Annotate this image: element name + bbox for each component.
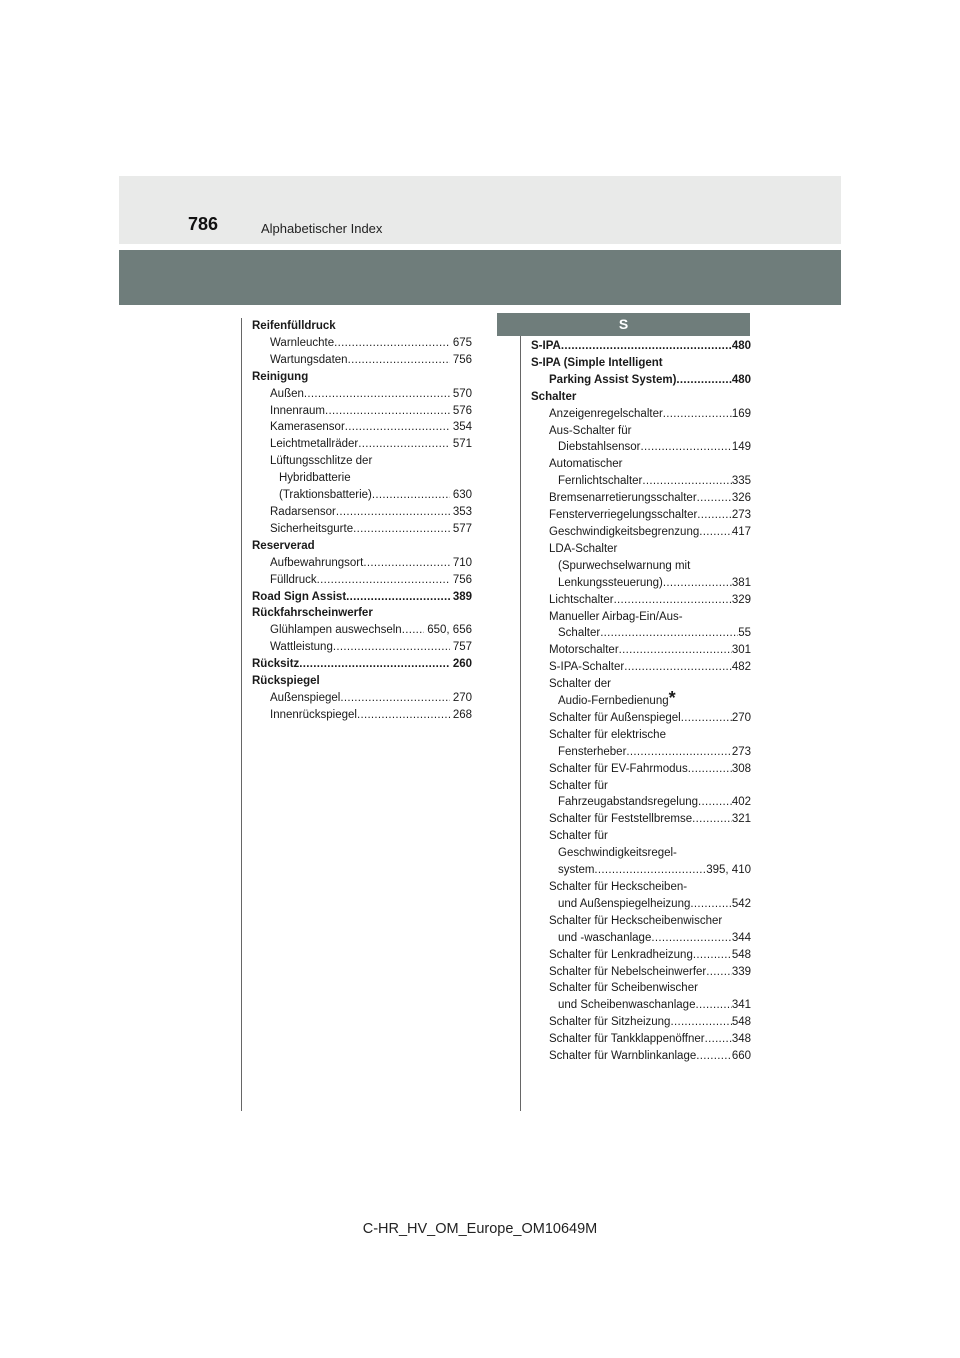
entry-text: Schalter für Feststellbremse <box>549 813 693 826</box>
entry-text: Radarsensor <box>270 505 336 518</box>
dot-leader <box>348 352 450 369</box>
entry-text: system <box>558 864 595 877</box>
entry-text: Aus-Schalter für <box>549 424 632 437</box>
entry-text: Schalter der <box>549 678 612 691</box>
entry-text: Reifenfülldruck <box>252 320 336 332</box>
title-bar <box>119 250 841 305</box>
document-code: C-HR_HV_OM_Europe_OM10649M <box>362 1221 598 1237</box>
index-entry <box>531 642 751 659</box>
dot-leader <box>619 642 732 659</box>
entry-page-number: 260 <box>452 658 472 671</box>
dot-leader <box>696 1048 732 1065</box>
entry-text: Reinigung <box>252 370 309 383</box>
index-entry <box>531 964 751 981</box>
entry-text: Fensterverriegelungsschalter <box>549 509 698 522</box>
index-entry <box>531 490 751 507</box>
index-entry <box>531 930 751 947</box>
dot-leader <box>624 659 732 676</box>
entry-page-number: 381 <box>731 576 751 589</box>
dot-leader <box>693 947 732 964</box>
index-entry <box>531 575 751 592</box>
entry-page-number: 341 <box>731 999 751 1012</box>
entry-text: und Scheibenwaschanlage <box>558 999 696 1012</box>
entry-text: Fensterheber <box>558 745 627 758</box>
index-entry <box>252 419 472 436</box>
index-entry <box>252 369 472 386</box>
entry-page-number: 480 <box>731 373 751 386</box>
entry-text: Lichtschalter <box>549 593 614 606</box>
entry-text: Hybridbatterie <box>279 472 351 485</box>
index-entry <box>252 403 472 420</box>
index-entry <box>531 778 751 795</box>
entry-text: Innenrückspiegel <box>270 708 357 721</box>
entry-text: Schalter für Scheibenwischer <box>549 982 698 995</box>
index-entry <box>252 436 472 453</box>
index-entry: Audio-Fernbedienung * <box>558 688 676 709</box>
entry-text: Road Sign Assist <box>252 590 347 603</box>
index-entry <box>531 1014 751 1031</box>
entry-text: Schalter für Sitzheizung <box>549 1016 671 1029</box>
entry-text: Glühlampen auswechseln <box>270 624 402 637</box>
dot-leader <box>363 555 449 572</box>
dot-leader <box>304 386 450 403</box>
entry-text: S-IPA (Simple Intelligent <box>531 356 663 369</box>
index-entry <box>252 605 472 622</box>
entry-text: Automatischer <box>549 458 623 471</box>
entry-page-number: 389 <box>452 590 472 603</box>
dot-leader <box>705 1031 732 1048</box>
index-entry <box>531 980 751 997</box>
entry-text: Lenkungssteuerung) <box>558 576 663 589</box>
dot-leader <box>706 964 732 981</box>
index-entry <box>252 504 472 521</box>
left-index-column <box>252 318 472 724</box>
dot-leader <box>334 335 450 352</box>
index-entry <box>531 423 751 440</box>
entry-page-number: 542 <box>731 897 751 910</box>
entry-text: Schalter für <box>549 830 608 843</box>
index-entry <box>531 389 751 406</box>
entry-text: Leichtmetallräder <box>270 438 359 451</box>
index-entry <box>531 828 751 845</box>
entry-page-number: 329 <box>731 593 751 606</box>
dot-leader <box>663 406 732 423</box>
entry-text: Rücksitz <box>252 658 300 671</box>
index-entry <box>531 507 751 524</box>
entry-text: Schalter <box>531 390 577 403</box>
dot-leader <box>699 524 732 541</box>
index-entry <box>531 1048 751 1065</box>
entry-text: Reserverad <box>252 539 315 552</box>
dot-leader <box>697 507 732 524</box>
dot-leader <box>697 490 732 507</box>
entry-text: Schalter für Warnblinkanlage <box>549 1050 697 1063</box>
entry-text: Außen <box>270 387 304 400</box>
entry-page-number: 630 <box>452 489 472 502</box>
entry-text: Fahrzeugabstandsregelung <box>558 796 699 809</box>
entry-text: Wattleistung <box>270 641 333 654</box>
index-entry <box>252 707 472 724</box>
entry-page-number: 326 <box>731 492 751 505</box>
entry-page-number: 756 <box>452 353 472 366</box>
letter-s-header: S <box>497 313 750 336</box>
entry-text: Schalter <box>558 627 601 640</box>
dot-leader <box>670 1014 731 1031</box>
entry-text: S-IPA-Schalter <box>549 661 625 674</box>
index-entry <box>531 355 751 372</box>
dot-leader <box>353 521 450 538</box>
dot-leader <box>333 639 450 656</box>
header-band <box>119 176 841 244</box>
entry-page-number: 402 <box>731 796 751 809</box>
entry-text: Aufbewahrungsort <box>270 556 364 569</box>
index-entry <box>252 622 472 639</box>
entry-text: Rückfahrscheinwerfer <box>252 607 373 620</box>
entry-page-number: 417 <box>731 525 751 538</box>
index-entry <box>252 555 472 572</box>
entry-page-number: 348 <box>731 1033 751 1046</box>
dot-leader <box>402 622 425 639</box>
entry-text: und Außenspiegelheizung <box>558 897 691 910</box>
dot-leader <box>358 436 450 453</box>
entry-text: Lüftungsschlitze der <box>270 455 373 468</box>
entry-text: LDA-Schalter <box>549 542 618 555</box>
page-number: 786 <box>188 214 219 234</box>
entry-text: Fülldruck <box>270 573 317 586</box>
index-entry <box>531 473 751 490</box>
entry-text: Schalter für elektrische <box>549 728 666 741</box>
index-entry <box>531 439 751 456</box>
entry-page-number: 55 <box>738 627 751 640</box>
entry-page-number: 756 <box>452 573 472 586</box>
index-entry <box>531 727 751 744</box>
dot-leader <box>600 625 738 642</box>
entry-page-number: 660 <box>731 1050 751 1063</box>
left-column-divider <box>241 318 242 1111</box>
index-entry <box>531 997 751 1014</box>
entry-text: und -waschanlage <box>558 931 652 944</box>
section-title: Alphabetischer Index <box>261 221 383 236</box>
entry-page-number: 576 <box>452 404 472 417</box>
entry-page-number: 710 <box>452 556 472 569</box>
entry-page-number: 169 <box>731 407 751 420</box>
index-entry <box>531 592 751 609</box>
dot-leader <box>336 504 450 521</box>
entry-text: Parking Assist System) <box>549 373 677 386</box>
index-entry <box>531 896 751 913</box>
index-entry <box>531 1031 751 1048</box>
entry-page-number: 308 <box>731 762 751 775</box>
entry-text: Wartungsdaten <box>270 353 348 366</box>
dot-leader <box>299 656 450 673</box>
entry-page-number: 757 <box>452 641 472 654</box>
entry-page-number: 354 <box>452 421 472 434</box>
index-entry <box>252 572 472 589</box>
index-entry <box>531 338 751 355</box>
index-entry <box>531 947 751 964</box>
index-entry <box>252 690 472 707</box>
entry-page-number: 548 <box>731 1016 751 1029</box>
entry-text: Außenspiegel <box>270 691 341 704</box>
entry-text: Warnleuchte <box>270 336 335 349</box>
entry-page-number: 571 <box>452 438 472 451</box>
index-entry <box>531 524 751 541</box>
index-entry <box>252 386 472 403</box>
index-entry <box>531 659 751 676</box>
entry-text: Schalter für Außenspiegel <box>549 711 681 724</box>
index-entry <box>531 744 751 761</box>
index-entry <box>531 676 751 693</box>
entry-page-number: 675 <box>452 336 472 349</box>
entry-page-number: 650, 656 <box>427 624 472 637</box>
entry-text: Schalter für <box>549 779 608 792</box>
index-entry <box>531 761 751 778</box>
dot-leader <box>357 707 450 724</box>
entry-page-number: 270 <box>452 691 472 704</box>
entry-page-number: 321 <box>731 813 751 826</box>
entry-text: Schalter für Heckscheiben- <box>549 881 688 893</box>
entry-text: (Traktionsbatterie) <box>279 489 372 502</box>
dot-leader <box>346 589 450 606</box>
entry-text: Manueller Airbag-Ein/Aus- <box>549 610 683 623</box>
entry-page-number: 268 <box>452 708 472 721</box>
index-entry <box>531 541 751 558</box>
entry-page-number: 570 <box>452 387 472 400</box>
index-entry <box>252 487 472 504</box>
index-entry <box>252 352 472 369</box>
index-entry <box>531 862 751 879</box>
entry-page-number: 339 <box>731 965 751 978</box>
dot-leader <box>676 372 731 389</box>
index-entry <box>252 589 472 606</box>
entry-text: Schalter für Lenkradheizung <box>549 948 693 961</box>
entry-page-number: 548 <box>731 948 751 961</box>
entry-text: Bremsenarretierungsschalter <box>549 492 697 505</box>
entry-text: Innenraum <box>270 404 325 417</box>
right-column-divider <box>520 336 521 1111</box>
entry-text: Schalter für Tankklappenöffner <box>549 1033 705 1046</box>
entry-text: Geschwindigkeitsbegrenzung <box>549 525 700 538</box>
entry-text: Kamerasensor <box>270 421 345 434</box>
dot-leader <box>317 572 450 589</box>
entry-text: Sicherheitsgurte <box>270 522 354 535</box>
index-entry <box>531 609 751 626</box>
index-entry <box>531 372 751 389</box>
dot-leader <box>651 930 731 947</box>
index-entry <box>252 639 472 656</box>
dot-leader <box>372 487 450 504</box>
dot-leader <box>325 403 450 420</box>
index-entry <box>531 845 751 862</box>
entry-page-number: 270 <box>731 711 751 724</box>
right-index-column <box>531 338 751 1065</box>
entry-page-number: 482 <box>731 661 751 674</box>
dot-leader <box>594 862 706 879</box>
entry-text: Schalter für EV-Fahrmodus <box>549 762 688 775</box>
index-entry <box>531 558 751 575</box>
entry-page-number: 301 <box>731 644 751 657</box>
entry-page-number: 480 <box>731 340 751 352</box>
entry-text: Audio-Fernbedienung <box>558 695 669 708</box>
index-entry <box>531 710 751 727</box>
entry-text: Geschwindigkeitsregel- <box>558 847 677 860</box>
entry-page-number: 577 <box>452 522 472 535</box>
index-entry <box>531 625 751 642</box>
index-entry <box>252 335 472 352</box>
entry-page-number: 353 <box>452 505 472 518</box>
dot-leader <box>681 710 732 727</box>
dot-leader <box>688 761 732 778</box>
index-entry <box>531 879 751 896</box>
index-entry <box>531 406 751 423</box>
dot-leader <box>345 419 450 436</box>
dot-leader <box>690 896 731 913</box>
index-entry <box>252 521 472 538</box>
index-entry <box>252 318 472 335</box>
dot-leader <box>561 338 732 355</box>
index-entry <box>252 673 472 690</box>
dot-leader <box>626 744 731 761</box>
dot-leader <box>340 690 449 707</box>
entry-page-number: 273 <box>731 745 751 758</box>
dot-leader <box>695 997 731 1014</box>
entry-page-number: 335 <box>731 475 751 488</box>
index-entry <box>531 794 751 811</box>
entry-text: Schalter für Heckscheibenwischer <box>549 914 723 927</box>
index-entry <box>252 453 472 470</box>
entry-text: Anzeigenregelschalter <box>549 407 663 420</box>
entry-text: S-IPA <box>531 340 561 352</box>
dot-leader <box>642 473 731 490</box>
entry-text: (Spurwechselwarnung mit <box>558 559 691 572</box>
entry-page-number: 149 <box>731 441 751 454</box>
entry-text: Motorschalter <box>549 644 619 657</box>
entry-text: Diebstahlsensor <box>558 441 641 454</box>
dot-leader <box>663 575 732 592</box>
index-entry <box>252 656 472 673</box>
dot-leader <box>698 794 732 811</box>
index-entry <box>252 538 472 555</box>
index-entry <box>531 456 751 473</box>
entry-page-number: 344 <box>731 931 751 944</box>
entry-text: Schalter für Nebelscheinwerfer <box>549 965 707 978</box>
index-entry <box>252 470 472 487</box>
dot-leader <box>692 811 732 828</box>
dot-leader <box>640 439 731 456</box>
entry-page-number: 395, 410 <box>706 864 751 877</box>
index-entry <box>531 811 751 828</box>
entry-text: Fernlichtschalter <box>558 475 643 488</box>
index-entry <box>531 913 751 930</box>
entry-text: Rückspiegel <box>252 675 320 688</box>
entry-page-number: 273 <box>731 509 751 522</box>
dot-leader <box>614 592 732 609</box>
